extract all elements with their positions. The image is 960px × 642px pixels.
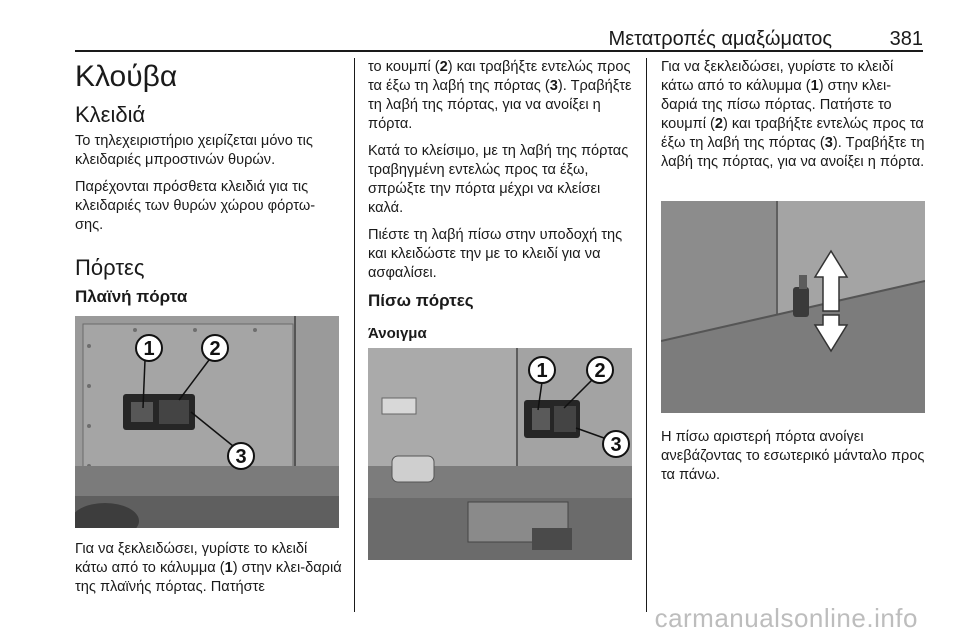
paragraph-extra-keys: Παρέχονται πρόσθετα κλειδιά για τις κλειδαριές των θυρών χώρου φόρτω-σης.	[75, 179, 316, 233]
paragraph-side-close: Κατά το κλείσιμο, με τη λαβή της πόρτας τραβηγμένη εντελώς προς τα έξω, σπρώξτε την πόρτα μέχρι να κλείσει καλά.	[368, 143, 629, 216]
column-1-bottom	[75, 540, 343, 605]
heading-keys: Κλειδιά	[75, 102, 146, 127]
callout-1: 1	[143, 338, 155, 360]
paragraph-side-unlock: Για να ξεκλειδώσει, γυρίστε το κλειδί κάτω από το κάλυμμα (1) στην κλει-δαριά της πλαϊνής πόρτας. Πατήστε	[75, 541, 342, 595]
paragraph-side-open: το κουμπί (2) και τραβήξτε εντελώς προς τα έξω τη λαβή της πόρτας (3). Τραβήξτε τη λαβή της πόρτας, για να ανοίξει η πόρτα.	[368, 59, 632, 132]
paragraph-rear-left: Η πίσω αριστερή πόρτα ανοίγει ανεβάζοντας το εσωτερικό μάνταλο προς τα πάνω.	[661, 429, 925, 483]
column-1	[75, 58, 343, 321]
running-header-title: Μετατροπές αμαξώματος	[608, 28, 832, 50]
callout-1: 1	[536, 360, 548, 382]
column-2	[368, 58, 636, 352]
figure-side-door-lock	[75, 316, 339, 528]
figure-rear-latch	[661, 201, 925, 413]
callout-3: 3	[610, 434, 622, 456]
column-3-bottom	[661, 428, 926, 493]
column-divider-2	[646, 58, 647, 612]
heading-opening: Άνοιγμα	[368, 325, 427, 342]
section-title: Κλούβα	[75, 60, 178, 93]
callout-3: 3	[235, 446, 247, 468]
page-number: 381	[889, 28, 923, 50]
heading-doors: Πόρτες	[75, 255, 145, 280]
paragraph-rear-unlock: Για να ξεκλειδώσει, γυρίστε το κλειδί κάτω από το κάλυμμα (1) στην κλει-δαριά της πίσω πόρτας. Πατήστε το κουμπί (2) και τραβήξτε εντελώς προς τα έξω τη λαβή της πόρτας (3). Τραβήξτε τη λαβή της πόρτας, για να ανοίξει η πόρτα.	[661, 59, 925, 170]
figure-rear-door-lock	[368, 348, 632, 560]
heading-side-door: Πλαϊνή πόρτα	[75, 287, 188, 306]
callout-2: 2	[594, 360, 606, 382]
heading-rear-doors: Πίσω πόρτες	[368, 291, 474, 310]
column-divider-1	[354, 58, 355, 612]
callout-2: 2	[209, 338, 221, 360]
header-rule	[75, 50, 923, 52]
column-3	[661, 58, 926, 180]
watermark: carmanualsonline.info	[654, 603, 918, 633]
paragraph-side-lock: Πιέστε τη λαβή πίσω στην υποδοχή της και κλειδώστε την με το κλειδί για να ασφαλίσει.	[368, 227, 623, 281]
paragraph-remote: Το τηλεχειριστήριο χειρίζεται μόνο τις κλειδαριές μπροστινών θυρών.	[75, 133, 313, 168]
